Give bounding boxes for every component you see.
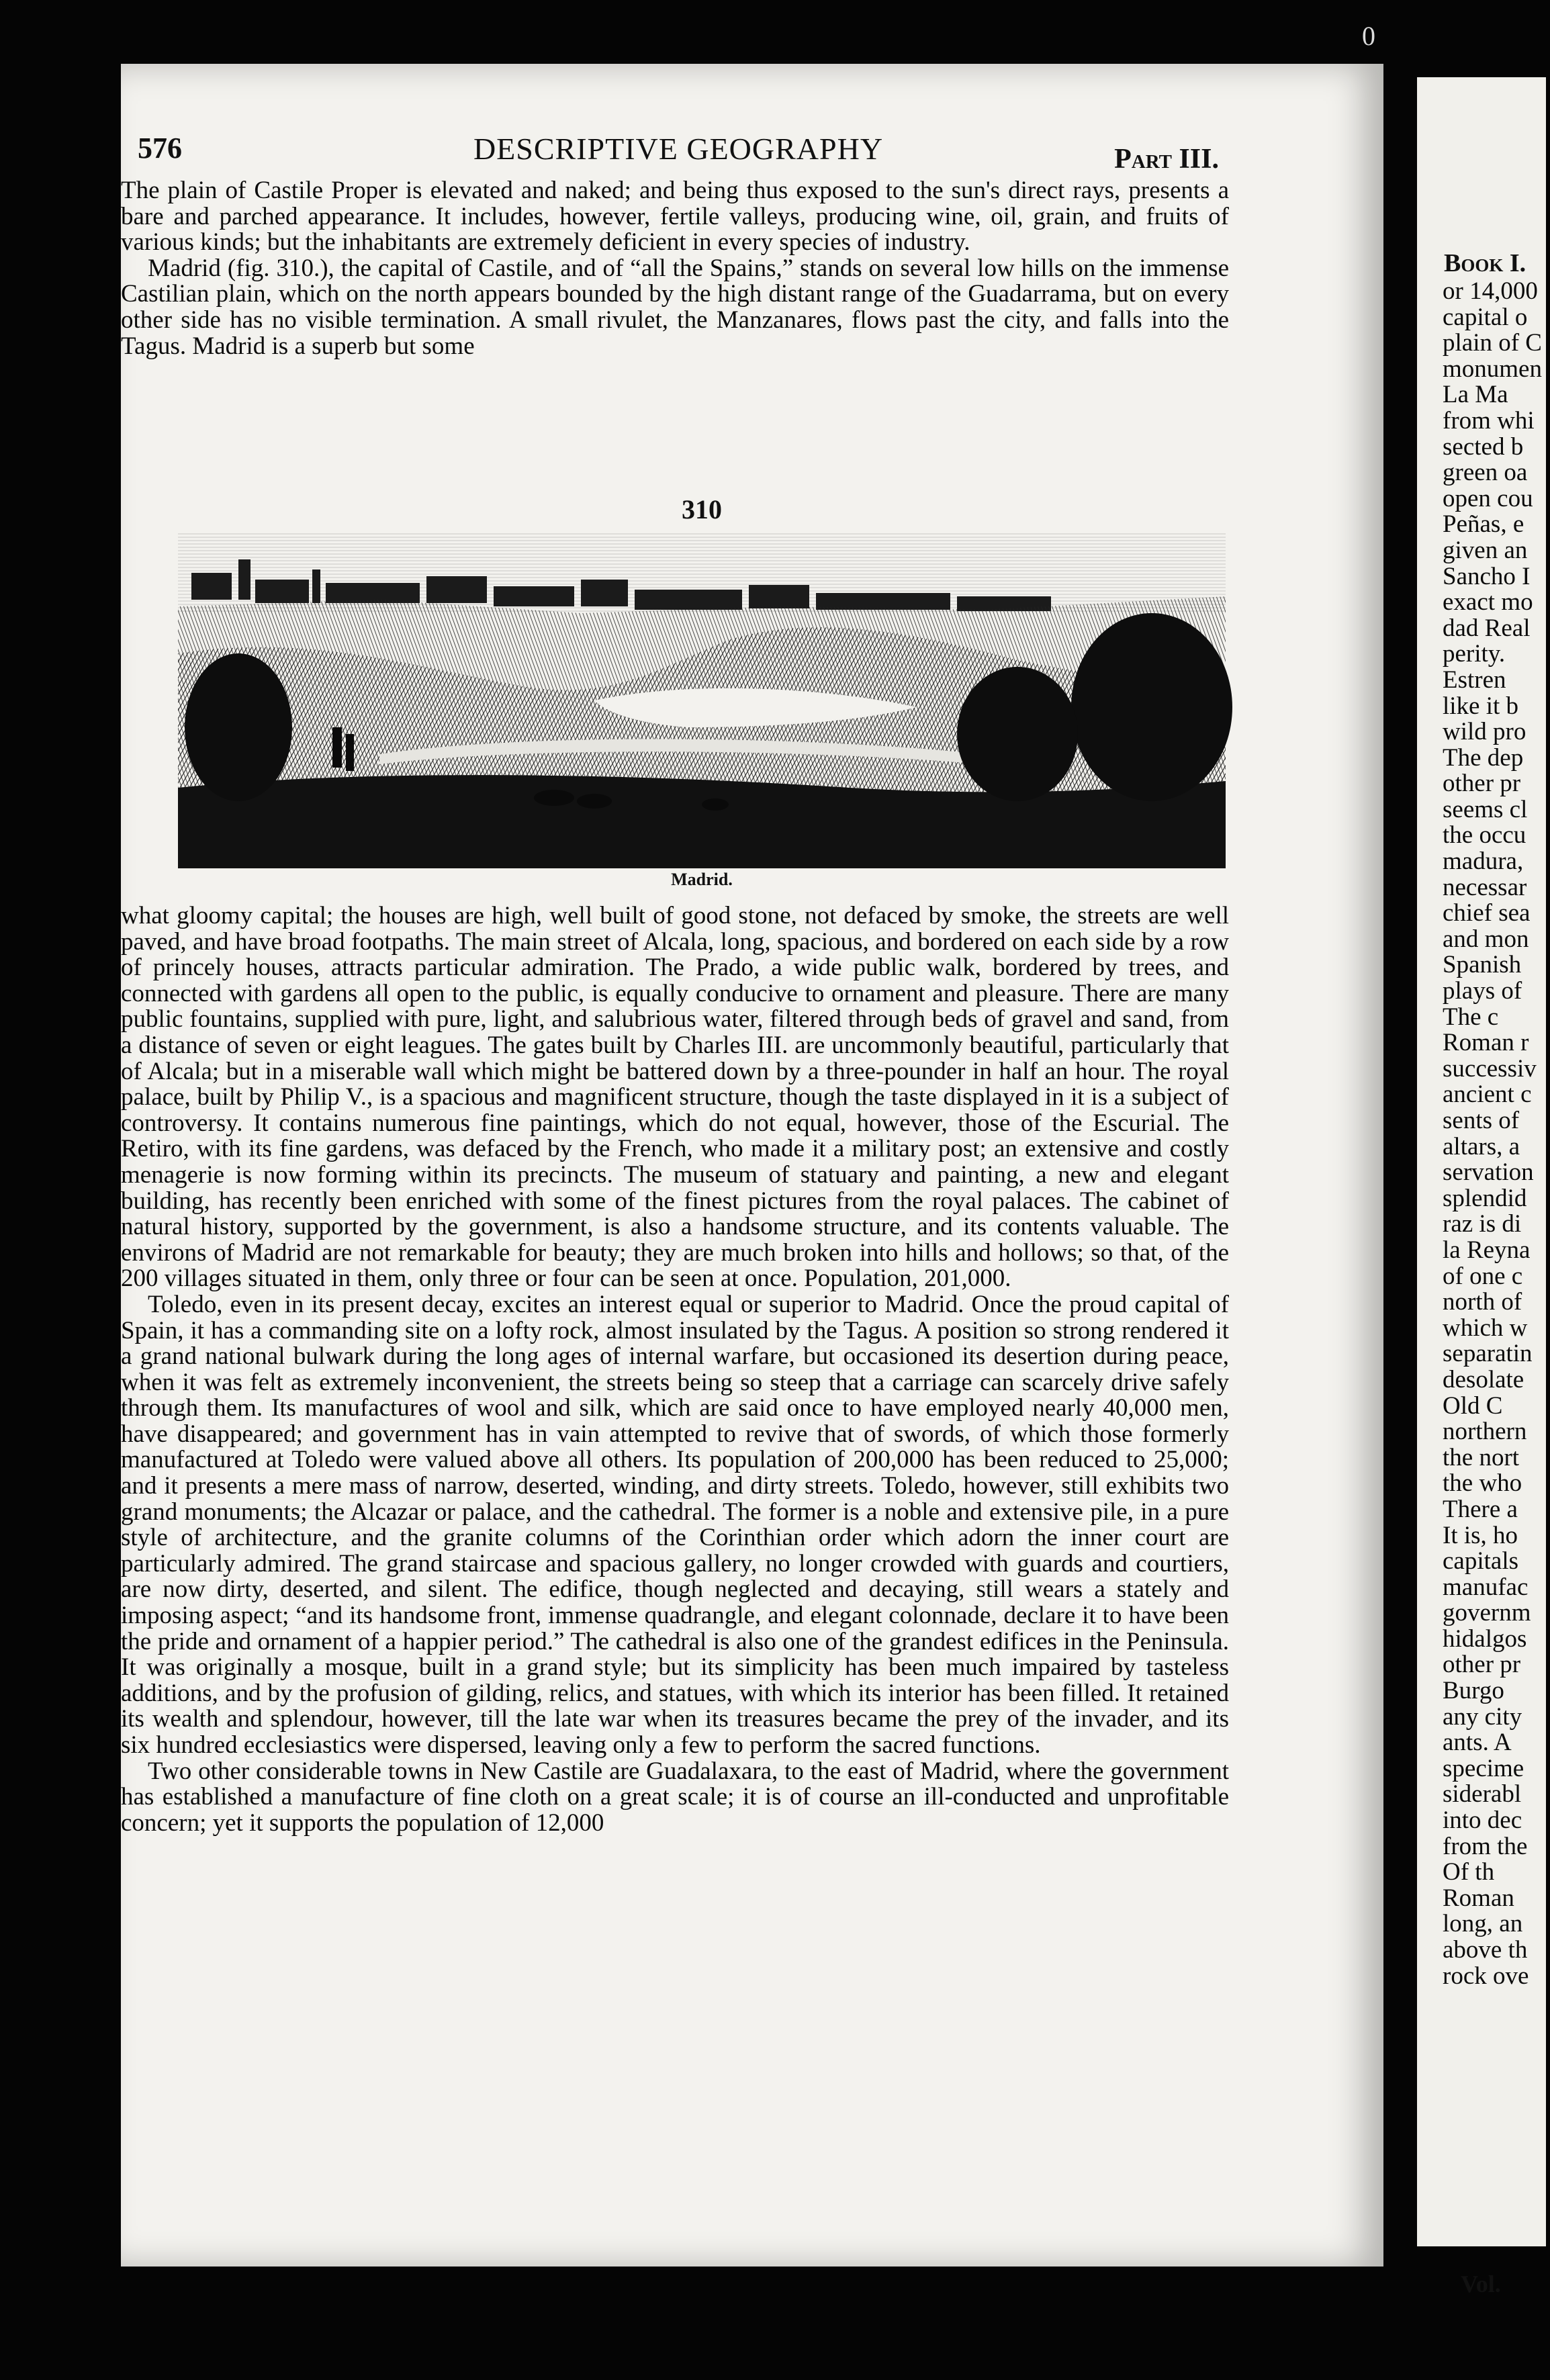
- right-page-line: Burgo: [1443, 1677, 1504, 1705]
- right-page-line: dad Real: [1443, 614, 1531, 642]
- right-page-line: rock ove: [1443, 1962, 1529, 1990]
- right-page-line: governm: [1443, 1599, 1531, 1627]
- right-page-line: plain of C: [1443, 329, 1542, 357]
- right-page-line: plays of: [1443, 977, 1522, 1005]
- right-page-line: seems cl: [1443, 795, 1528, 823]
- running-title: DESCRIPTIVE GEOGRAPHY: [473, 132, 884, 166]
- right-page-line: and mon: [1443, 925, 1529, 953]
- right-page-line: other pr: [1443, 1651, 1521, 1679]
- figure-madrid: [178, 494, 1226, 897]
- right-page-line: capitals: [1443, 1547, 1519, 1575]
- page-number: 576: [138, 132, 182, 165]
- running-head: [138, 131, 1219, 178]
- paragraph: what gloomy capital; the houses are high, well built of good stone, not defaced by smoke, the streets are well paved, and have broad footpaths. The main street of Alcala, long, spacious, and bordered on each side by a row of princely houses, attracts particular admiration. The Prado, a wide public walk, bordered by trees, and connected with gardens all open to the public, is equally conducive to ornament and pleasure. There are many public fountains, supplied with pure, light, and salubrious water, filtered through beds of gravel and sand, from a distance of seven or eight leagues. The gates built by Charles III. are uncommonly beautiful, particularly that of Alcala; but in a miserable wall which might be battered down by a three-pounder in half an hour. The royal palace, built by Philip V., is a spacious and magnificent structure, though the taste displayed in it is a subject of controversy. It contains numerous fine paintings, which do not equal, however, those of the Escurial. The Retiro, with its fine gardens, was defaced by the French, who made it a military post; an extensive and costly menagerie is now forming within its precincts. The museum of statuary and painting, a new and elegant building, has recently been enriched with some of the finest pictures from the royal palaces. The cabinet of natural history, supported by the government, is also a handsome structure, and its contents valuable. The environs of Madrid are not remarkable for beauty; they are much broken into hills and hollows; so that, of the 200 villages situated in them, only three or four can be seen at once. Population, 201,000.: [121, 902, 1229, 1293]
- right-page-line: above th: [1443, 1936, 1528, 1964]
- right-page-line: splendid: [1443, 1184, 1527, 1212]
- right-page-line: Estren: [1443, 666, 1506, 694]
- right-page-line: of one c: [1443, 1262, 1523, 1290]
- right-page-line: It is, ho: [1443, 1521, 1518, 1549]
- part-label: Part III.: [1114, 144, 1219, 175]
- right-page-line: from whi: [1443, 406, 1535, 434]
- right-page-line: Spanish: [1443, 951, 1522, 979]
- right-page-line: ants. A: [1443, 1729, 1512, 1757]
- right-page-line: hidalgos: [1443, 1624, 1527, 1653]
- right-page-line: the who: [1443, 1469, 1522, 1498]
- right-page-line: perity.: [1443, 640, 1506, 668]
- right-page-line: The c: [1443, 1003, 1499, 1031]
- right-page-line: La Ma: [1443, 381, 1508, 409]
- scan-mark: 0: [1362, 21, 1375, 51]
- right-page-line: The dep: [1443, 743, 1524, 772]
- right-page-line: successiv: [1443, 1054, 1537, 1083]
- right-page-line: or 14,000: [1443, 277, 1538, 305]
- right-page-line: northern: [1443, 1418, 1527, 1446]
- figure-caption: Madrid.: [671, 870, 733, 889]
- right-running-head: Book I.: [1444, 249, 1526, 277]
- right-page-line: into dec: [1443, 1806, 1522, 1835]
- right-page-line: desolate: [1443, 1365, 1524, 1393]
- right-page-line: madura,: [1443, 848, 1524, 876]
- right-page-line: sents of: [1443, 1107, 1520, 1134]
- right-page-line: manufac: [1443, 1573, 1529, 1601]
- right-page-line: north of: [1443, 1288, 1522, 1316]
- right-page-line: from the: [1443, 1832, 1528, 1860]
- right-page-line: necessar: [1443, 873, 1527, 901]
- right-page-line: chief sea: [1443, 899, 1531, 927]
- right-page-line: Roman r: [1443, 1029, 1529, 1057]
- right-page-line: sected b: [1443, 432, 1524, 461]
- paragraph: Madrid (fig. 310.), the capital of Castile, and of “all the Spains,” stands on several low hills on the immense Castilian plain, which on the north appears bounded by the high distant range of the Guadarrama, but on every other side has no visible termination. A small rivulet, the Manzanares, flows past the city, and falls into the Tagus. Madrid is a superb but some: [121, 254, 1229, 360]
- right-page-line: any city: [1443, 1702, 1522, 1731]
- right-page-line: the nort: [1443, 1443, 1520, 1471]
- right-page-line: There a: [1443, 1495, 1518, 1523]
- right-page-line: raz is di: [1443, 1210, 1522, 1238]
- right-page-text: [1443, 279, 1550, 1989]
- right-page-line: exact mo: [1443, 588, 1533, 616]
- right-page-line: Of th: [1443, 1858, 1495, 1886]
- right-page-line: Peñas, e: [1443, 510, 1524, 539]
- figure-number: 310: [682, 494, 722, 524]
- right-page-line: which w: [1443, 1314, 1528, 1342]
- right-page-line: like it b: [1443, 692, 1519, 720]
- right-page-line: Roman: [1443, 1884, 1514, 1912]
- right-page-line: servation: [1443, 1158, 1534, 1187]
- right-page-line: Old C: [1443, 1391, 1503, 1420]
- paragraph: The plain of Castile Proper is elevated and naked; and being thus exposed to the sun's direct rays, presents a bare and parched appearance. It includes, however, fertile valleys, producing wine, oil, grain, and fruits of various kinds; but the inhabitants are extremely deficient in every species of industry.: [121, 177, 1229, 257]
- right-page-line: long, an: [1443, 1910, 1523, 1938]
- right-page-line: ancient c: [1443, 1081, 1532, 1109]
- right-page-line: other pr: [1443, 770, 1521, 798]
- right-page-line: green oa: [1443, 459, 1528, 487]
- right-page-line: monumen: [1443, 355, 1542, 383]
- right-page-line: la Reyna: [1443, 1236, 1531, 1264]
- right-page-line: given an: [1443, 536, 1528, 564]
- paragraph: Toledo, even in its present decay, excites an interest equal or superior to Madrid. Once the proud capital of Spain, it has a commanding site on a lofty rock, almost insulated by the Tagus. A position so strong rendered it a grand national bulwark during the long ages of internal warfare, but occasioned its desertion during peace, when it was felt as extremely inconvenient, the streets being so steep that a carriage can scarcely drive safely through them. Its manufactures of wool and silk, which are said once to have employed nearly 40,000 men, have disappeared; and government has in vain attempted to revive that of swords, of which those formerly manufactured at Toledo were valued above all others. Its population of 200,000 has been reduced to 25,000; and it presents a mere mass of narrow, deserted, winding, and dirty streets. Toledo, however, still exhibits two grand monuments; the Alcazar or palace, and the cathedral. The former is a noble and extensive pile, in a pure style of architecture, and the granite columns of the Corinthian order which adorn the inner court are particularly admired. The grand staircase and spacious gallery, no longer crowded with guards and courtiers, are now dirty, deserted, and silent. The edifice, though neglected and decaying, still wears a stately and imposing aspect; “and its handsome front, immense quadrangle, and elegant colonnade, declare it to have been the pride and ornament of a happier period.” The cathedral is also one of the grandest edifices in the Peninsula. It was originally a mosque, built in a grand style; but its simplicity has been much impaired by tasteless additions, and by the profusion of gilding, relics, and statues, with which its interior has been filled. It retained its wealth and splendour, however, till the late war when its treasures became the prey of the invader, and its six hundred ecclesiastics were dispersed, leaving only a few to perform the sacred functions.: [121, 1290, 1229, 1759]
- paragraph: Two other considerable towns in New Castile are Guadalaxara, to the east of Madrid, where the government has established a manufacture of fine cloth on a great scale; it is of course an ill-conducted and unprofitable concern; yet it supports the population of 12,000: [121, 1757, 1229, 1837]
- right-page-line: capital o: [1443, 303, 1528, 331]
- right-page-line: Sancho I: [1443, 562, 1531, 590]
- right-page: [1417, 77, 1546, 2297]
- right-page-line: wild pro: [1443, 718, 1526, 746]
- text-block-top: [121, 178, 1229, 359]
- text-block-bottom: [121, 903, 1229, 1836]
- right-page-footer: Vol.: [1461, 2271, 1501, 2297]
- right-page-line: specime: [1443, 1754, 1524, 1782]
- right-page-line: altars, a: [1443, 1132, 1520, 1160]
- madrid-engraving: [178, 533, 1226, 868]
- right-page-line: siderabl: [1443, 1780, 1522, 1809]
- right-page-line: open cou: [1443, 484, 1533, 512]
- right-page-line: the occu: [1443, 821, 1526, 850]
- right-page-line: separatin: [1443, 1340, 1533, 1368]
